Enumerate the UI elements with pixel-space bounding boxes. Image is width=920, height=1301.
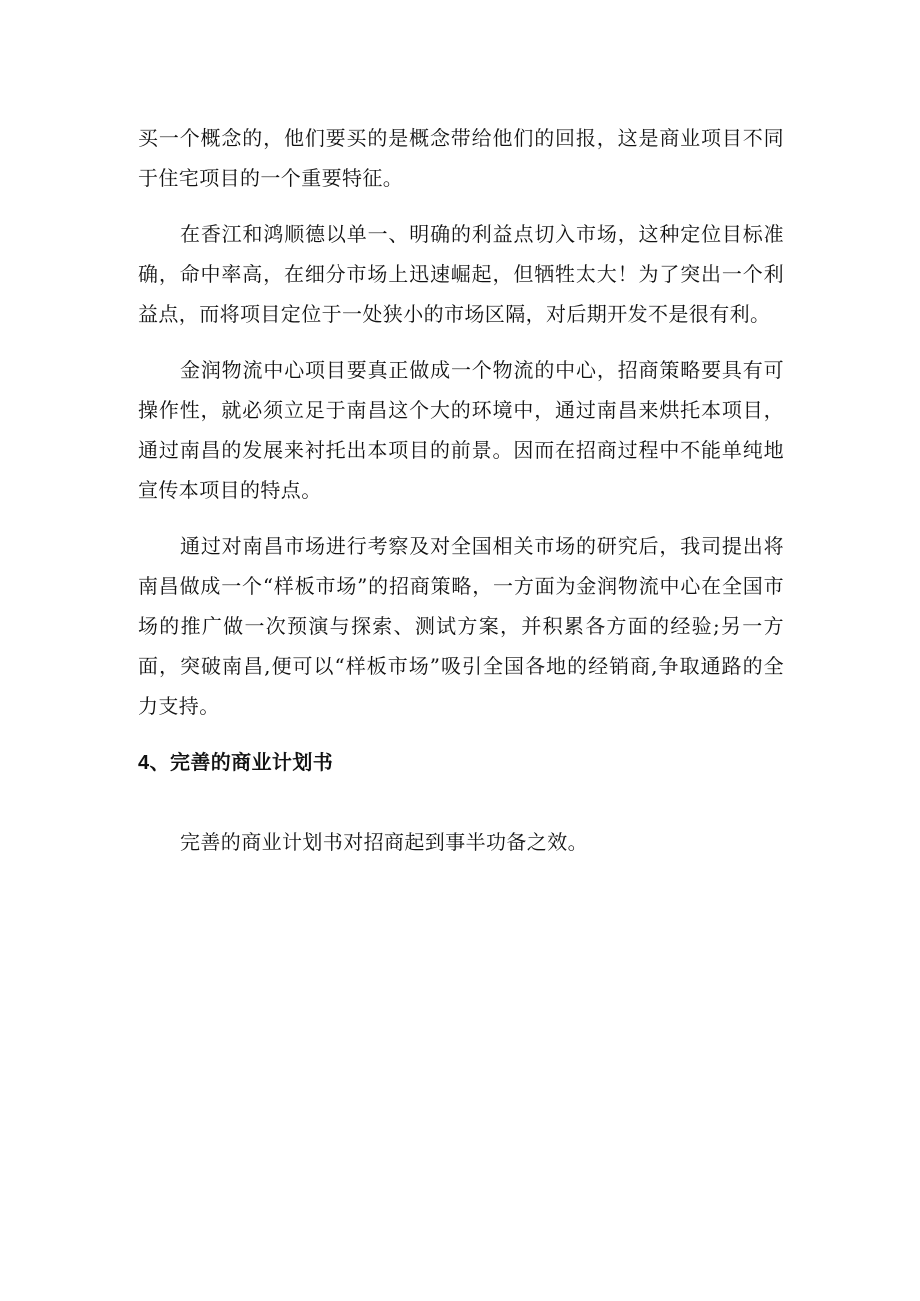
paragraph-positioning: 在香江和鸿顺德以单一、明确的利益点切入市场，这种定位目标准确，命中率高，在细分市场上迅速崛起，但牺牲太大！为了突出一个利益点，而将项目定位于一处狭小的市场区隔，对后期开发不是很有利。	[138, 222, 784, 326]
section-heading	[138, 742, 784, 782]
paragraph-continuation: 买一个概念的，他们要买的是概念带给他们的回报，这是商业项目不同于住宅项目的一个重要特征。	[138, 126, 784, 190]
paragraph-strategy: 金润物流中心项目要真正做成一个物流的中心，招商策略要具有可操作性，就必须立足于南昌这个大的环境中，通过南昌来烘托本项目，通过南昌的发展来衬托出本项目的前景。因而在招商过程中不能单纯地宣传本项目的特点。	[138, 358, 784, 502]
document-body	[138, 118, 784, 878]
section-title: 完善的商业计划书	[169, 750, 334, 774]
paragraph-closing: 完善的商业计划书对招商起到事半功备之效。	[180, 830, 588, 854]
paragraph-model-market: 通过对南昌市场进行考察及对全国相关市场的研究后，我司提出将南昌做成一个“样板市场”的招商策略，一方面为金润物流中心在全国市场的推广做一次预演与探索、测试方案，并积累各方面的经验;另一方面，突破南昌,便可以“样板市场”吸引全国各地的经销商,争取通路的全力支持。	[138, 534, 784, 718]
section-number: 4	[138, 752, 150, 774]
section-separator: 、	[149, 750, 170, 774]
